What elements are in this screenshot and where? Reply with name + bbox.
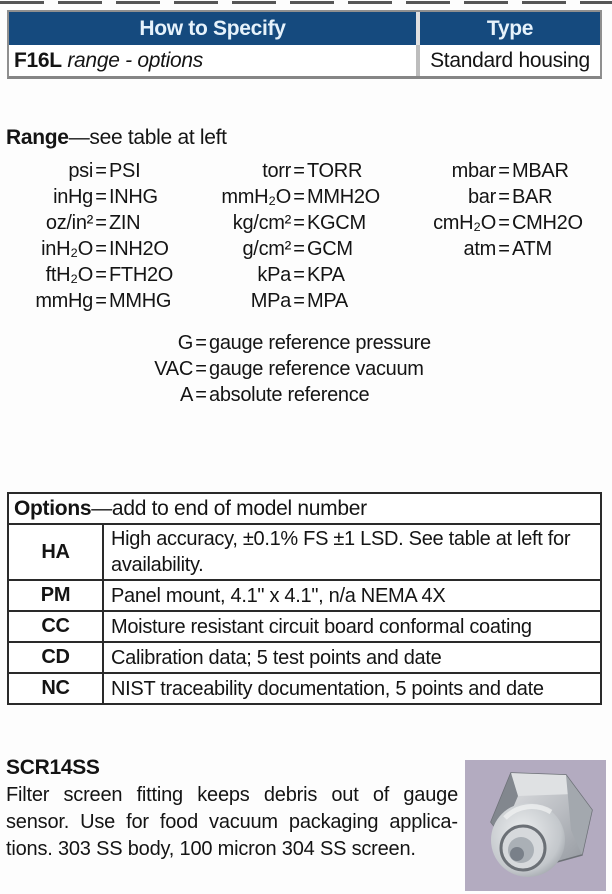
unit-column-3 — [408, 158, 600, 314]
product-name: SCR14SS — [6, 756, 100, 779]
unit-row: ftH₂O = FTH2O — [45, 264, 174, 286]
how-to-specify-table — [7, 10, 602, 79]
unit-row: kPa = KPA — [257, 264, 345, 286]
unit-row: bar = BAR — [467, 186, 553, 208]
unit-row: MPa = MPA — [250, 290, 348, 312]
reference-codes — [0, 330, 612, 408]
unit-row: mbar = MBAR — [451, 160, 569, 182]
option-code: HA — [9, 525, 104, 579]
filter-screen-fitting-illustration — [465, 760, 606, 891]
option-row-nc — [9, 674, 600, 703]
option-description: Moisture resistant circuit board conformal coating — [111, 615, 532, 638]
top-dashed-rule — [0, 1, 612, 4]
unit-abbreviation-grid — [12, 158, 600, 314]
option-row-cc — [9, 612, 600, 643]
range-heading-bold: Range — [6, 126, 69, 149]
option-description: Calibration data; 5 test points and date — [111, 646, 442, 669]
option-description: High accuracy, ±0.1% FS ±1 LSD. See table at left for availability. — [111, 528, 571, 576]
spec-model-cell — [9, 45, 416, 76]
unit-row: torr = TORR — [262, 160, 363, 182]
spec-type-cell: Standard housing — [416, 45, 600, 76]
unit-row: cmH₂O = CMH2O — [433, 212, 583, 234]
reference-row: VAC = gauge reference vacuum — [154, 358, 424, 380]
option-row-pm — [9, 581, 600, 612]
option-code: CC — [9, 612, 104, 641]
unit-row: g/cm² = GCM — [242, 238, 353, 260]
option-code: CD — [9, 643, 104, 672]
unit-row: inH₂O = INH2O — [41, 238, 169, 260]
options-caption-bold: Options — [14, 497, 92, 520]
unit-row: mmHg = MMHG — [35, 290, 172, 312]
option-row-cd — [9, 643, 600, 674]
spec-data-row — [9, 45, 600, 76]
options-caption — [9, 494, 600, 525]
unit-column-2 — [190, 158, 408, 314]
unit-row: psi = PSI — [68, 160, 141, 182]
range-heading-rest: —see table at left — [68, 126, 227, 149]
model-number: F16L — [14, 49, 62, 72]
product-description: Filter screen fitting keeps debris out of gauge sensor. Use for food vacuum packaging applications. 303 SS body, 100 micron 304 SS screen. — [6, 784, 458, 860]
product-photo — [465, 760, 606, 891]
spec-header-type: Type — [416, 12, 600, 45]
spec-header-row — [9, 12, 600, 45]
range-heading — [6, 126, 227, 150]
unit-row: oz/in² = ZIN — [45, 212, 141, 234]
unit-column-1 — [12, 158, 190, 314]
option-code: NC — [9, 674, 104, 703]
reference-row: A = absolute reference — [179, 384, 370, 406]
option-code: PM — [9, 581, 104, 610]
reference-row: G = gauge reference pressure — [177, 332, 431, 354]
unit-row: mmH₂O = MMH2O — [221, 186, 380, 208]
option-row-ha — [9, 525, 600, 581]
option-description: Panel mount, 4.1" x 4.1", n/a NEMA 4X — [111, 584, 446, 607]
spec-header-how-to-specify: How to Specify — [9, 12, 416, 45]
unit-row: atm = ATM — [463, 238, 552, 260]
unit-row: kg/cm² = KGCM — [232, 212, 366, 234]
unit-row: inHg = INHG — [53, 186, 158, 208]
options-caption-rest: —add to end of model number — [91, 497, 367, 520]
option-description: NIST traceability documentation, 5 points and date — [111, 677, 544, 700]
model-suffix: range - options — [61, 49, 203, 72]
options-table — [7, 492, 602, 705]
